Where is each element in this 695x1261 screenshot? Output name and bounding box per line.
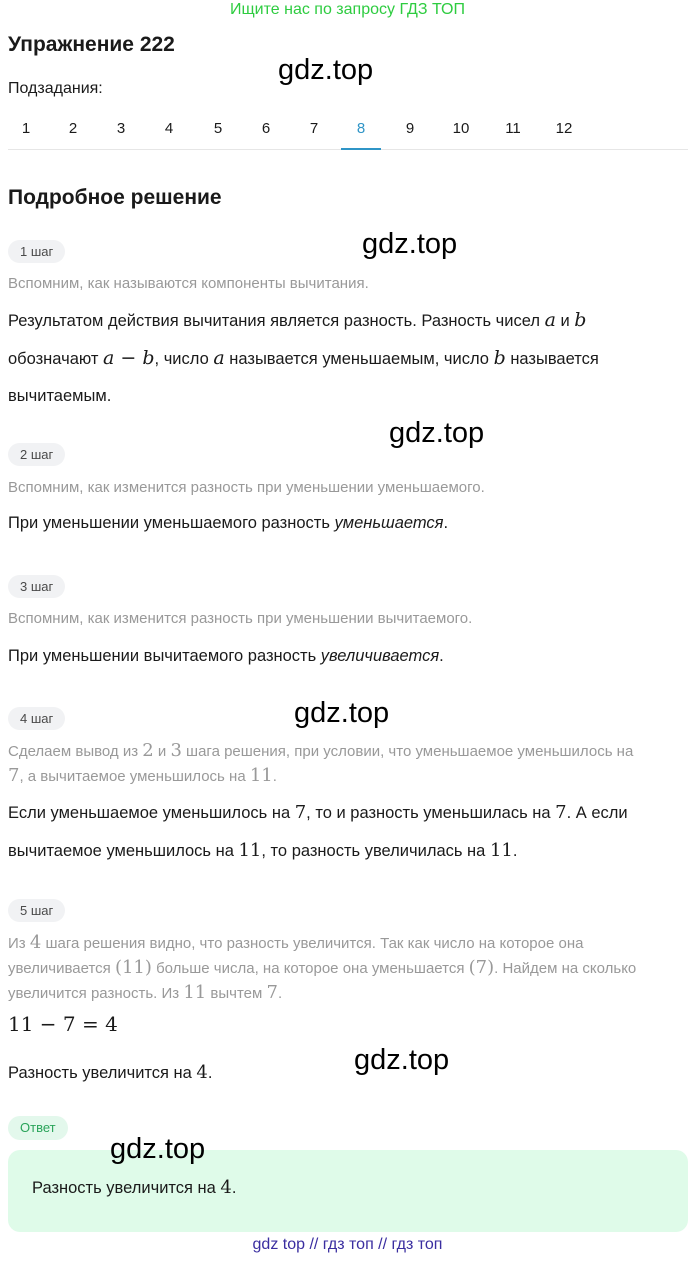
text-segment: , то и разность уменьшилась на xyxy=(306,804,556,822)
watermark: gdz.top xyxy=(354,1044,450,1076)
watermark: gdz.top xyxy=(389,417,485,449)
step-5-pill: 5 шаг xyxy=(8,899,65,922)
math-var: a xyxy=(544,309,556,331)
text-segment: называется xyxy=(505,350,599,368)
text-segment: Разность увеличится на xyxy=(32,1179,221,1197)
text-segment: Разность увеличится на xyxy=(8,1064,197,1082)
math-number: 4 xyxy=(29,932,42,953)
tab-6[interactable]: 6 xyxy=(261,120,271,137)
tab-4[interactable]: 4 xyxy=(164,120,174,137)
text-segment: шага решения видно, что разность увеличится. Так как число на которое она xyxy=(41,935,584,952)
math-var: a xyxy=(213,347,225,369)
watermark: gdz.top xyxy=(294,697,390,729)
tab-8-active[interactable]: 8 xyxy=(341,108,381,150)
math-number: (11) xyxy=(114,957,152,978)
tab-10[interactable]: 10 xyxy=(452,120,470,137)
tab-7[interactable]: 7 xyxy=(309,120,319,137)
math-number: 11 xyxy=(238,840,262,861)
text-segment: . xyxy=(231,1179,237,1197)
text-segment: . xyxy=(207,1064,213,1082)
tab-2[interactable]: 2 xyxy=(68,120,78,137)
text-segment: вычитаемым. xyxy=(8,387,112,405)
watermark: gdz.top xyxy=(362,228,458,260)
watermark: gdz.top xyxy=(110,1133,206,1165)
step-5-text xyxy=(8,1054,688,1092)
footer-link-gdz-top-ru[interactable]: гдз топ xyxy=(322,1236,374,1253)
search-banner[interactable]: Ищите нас по запросу ГДЗ ТОП xyxy=(230,1,465,18)
tab-9[interactable]: 9 xyxy=(405,120,415,137)
step-1-text xyxy=(8,302,688,415)
step-1-hint: Вспомним, как называются компоненты вычитания. xyxy=(8,275,369,292)
step-2-text xyxy=(8,505,688,542)
subtasks-label: Подзадания: xyxy=(8,80,103,97)
step-1-pill: 1 шаг xyxy=(8,240,65,263)
text-segment: Если уменьшаемое уменьшилось на xyxy=(8,804,295,822)
text-segment: вычтем xyxy=(206,985,267,1002)
footer-links xyxy=(0,1236,695,1254)
tab-12[interactable]: 12 xyxy=(555,120,573,137)
step-4-hint xyxy=(8,739,688,789)
text-segment: При уменьшении вычитаемого разность xyxy=(8,647,321,665)
step-2-hint: Вспомним, как изменится разность при уменьшении уменьшаемого. xyxy=(8,479,485,496)
math-number: 7 xyxy=(266,982,278,1003)
text-segment: и xyxy=(555,312,575,330)
watermark: gdz.top xyxy=(278,54,374,86)
text-segment: , число xyxy=(154,350,214,368)
text-segment: . xyxy=(512,842,518,860)
solution-heading: Подробное решение xyxy=(8,186,222,209)
text-segment: вычитаемое уменьшилось на xyxy=(8,842,239,860)
footer-separator: // xyxy=(373,1236,392,1253)
math-number: 11 xyxy=(489,840,513,861)
answer-text xyxy=(32,1177,236,1198)
step-3-pill: 3 шаг xyxy=(8,575,65,598)
text-segment: При уменьшении уменьшаемого разность xyxy=(8,514,335,532)
tab-1[interactable]: 1 xyxy=(21,120,31,137)
step-5-formula: 11 − 7 = 4 xyxy=(8,1012,118,1036)
math-number: 7 xyxy=(555,802,567,823)
page-title: Упражнение 222 xyxy=(8,33,175,56)
emphasis-text: увеличивается xyxy=(320,647,440,665)
math-var: b xyxy=(493,347,506,369)
footer-link-gdz-top-ru-2[interactable]: гдз топ xyxy=(391,1236,443,1253)
math-number: 7 xyxy=(8,765,20,786)
text-segment: увеличивается xyxy=(8,960,115,977)
text-segment: , а вычитаемое уменьшилось на xyxy=(19,768,250,785)
step-4-pill: 4 шаг xyxy=(8,707,65,730)
math-number: 3 xyxy=(170,740,182,761)
text-segment: увеличится разность. Из xyxy=(8,985,184,1002)
math-number: 2 xyxy=(142,740,154,761)
text-segment: Сделаем вывод из xyxy=(8,743,143,760)
text-segment: обозначают xyxy=(8,350,104,368)
math-number: 4 xyxy=(196,1062,208,1083)
step-3-text xyxy=(8,638,688,675)
math-number: 7 xyxy=(294,802,307,823)
math-number: (7) xyxy=(468,957,495,978)
text-segment: . Найдем на сколько xyxy=(494,960,637,977)
text-segment: . xyxy=(443,514,449,532)
step-4-text xyxy=(8,794,688,870)
text-segment: называется уменьшаемым, число xyxy=(224,350,494,368)
text-segment: больше числа, на которое она уменьшается xyxy=(151,960,469,977)
text-segment: . xyxy=(439,647,444,665)
text-segment: , то разность увеличилась на xyxy=(261,842,490,860)
text-segment: . xyxy=(272,768,277,785)
tab-5[interactable]: 5 xyxy=(213,120,223,137)
answer-pill: Ответ xyxy=(8,1116,68,1140)
text-segment: Результатом действия вычитания является разность. Разность чисел xyxy=(8,312,545,330)
math-var: b xyxy=(574,309,587,331)
math-number: 11 xyxy=(183,982,207,1003)
text-segment: Из xyxy=(8,935,30,952)
math-expression: a − b xyxy=(103,347,155,369)
emphasis-text: уменьшается xyxy=(334,514,444,532)
footer-link-gdz-top[interactable]: gdz top xyxy=(252,1236,305,1253)
step-2-pill: 2 шаг xyxy=(8,443,65,466)
text-segment: шага решения, при условии, что уменьшаемое уменьшилось на xyxy=(181,743,634,760)
footer-separator: // xyxy=(305,1236,323,1253)
tab-3[interactable]: 3 xyxy=(116,120,126,137)
subtask-tabs xyxy=(8,108,688,150)
text-segment: . А если xyxy=(566,804,628,822)
step-3-hint: Вспомним, как изменится разность при уменьшении вычитаемого. xyxy=(8,610,473,627)
math-number: 4 xyxy=(220,1177,232,1198)
text-segment: . xyxy=(277,985,283,1002)
text-segment: и xyxy=(153,743,171,760)
step-5-hint xyxy=(8,931,688,1006)
tab-11[interactable]: 11 xyxy=(505,120,521,137)
math-number: 11 xyxy=(249,765,273,786)
